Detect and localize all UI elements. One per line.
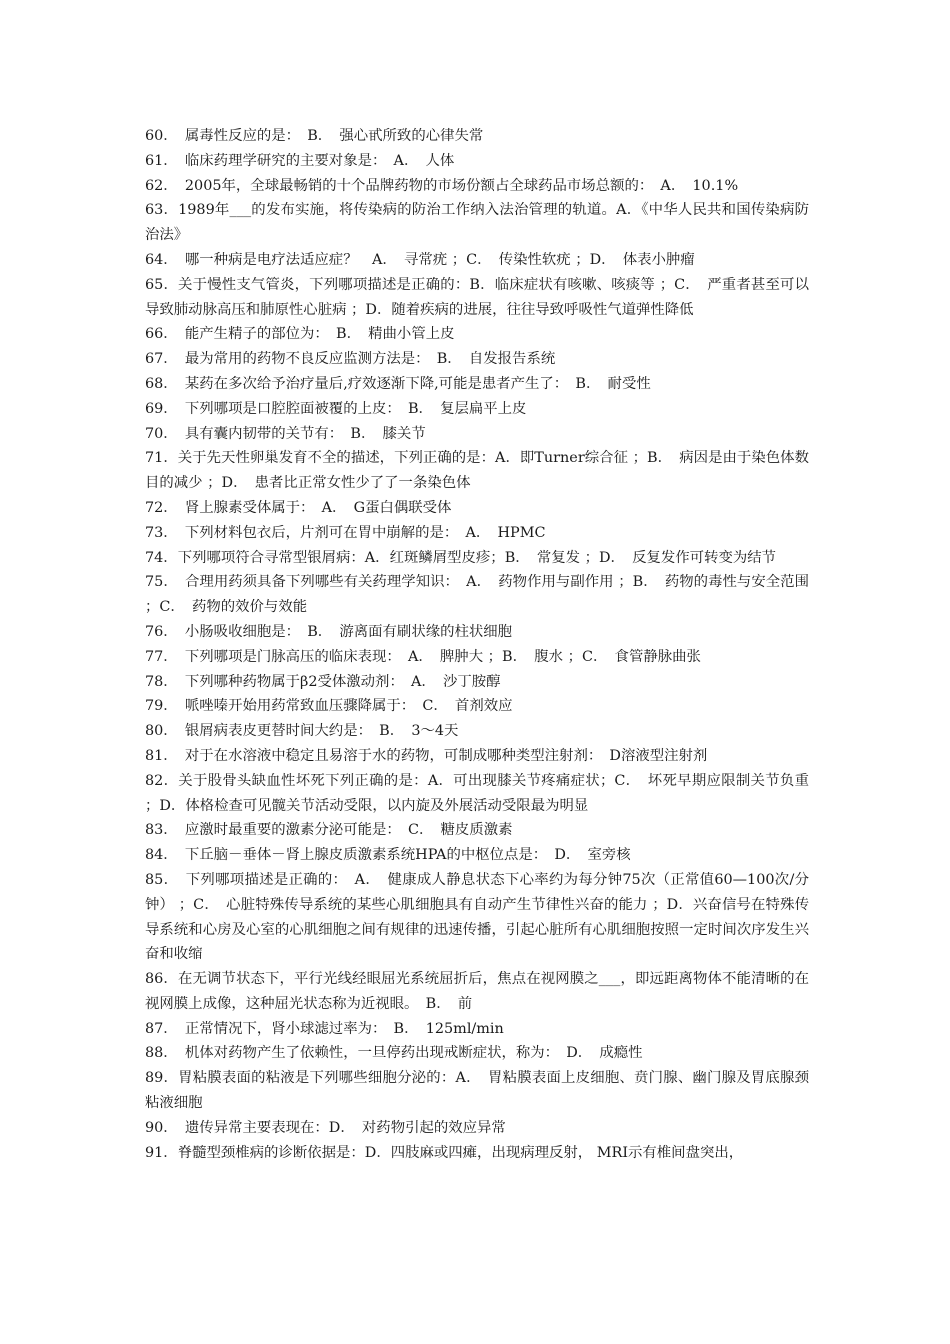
question-68: 68． 某药在多次给予治疗量后,疗效逐渐下降,可能是患者产生了： B． 耐受性 <box>145 375 651 392</box>
question-77: 77． 下列哪项是门脉高压的临床表现： A． 脾肿大 ；B． 腹水 ；C． 食管静脉曲张 <box>145 648 701 665</box>
question-89: 89．胃粘膜表面的粘液是下列哪些细胞分泌的：A． 胃粘膜表面上皮细胞、贲门腺、幽门腺及胃底腺颈粘液细胞 <box>145 1070 809 1112</box>
question-64: 64． 哪一种病是电疗法适应症？ A． 寻常疣 ；C． 传染性软疣 ；D． 体表小肿瘤 <box>145 251 695 268</box>
question-82: 82．关于股骨头缺血性坏死下列正确的是：A．可出现膝关节疼痛症状；C． 坏死早期应限制关节负重 ；D．体格检查可见髋关节活动受限，以内旋及外展活动受限最为明显 <box>145 772 809 814</box>
question-87: 87． 正常情况下，肾小球滤过率为： B． 125ml/min <box>145 1020 504 1037</box>
question-63: 63．1989年___的发布实施，将传染病的防治工作纳入法治管理的轨道。A．《中华人民共和国传染病防治法》 <box>145 202 809 244</box>
question-76: 76． 小肠吸收细胞是： B． 游离面有刷状缘的柱状细胞 <box>145 623 513 640</box>
question-72: 72． 肾上腺素受体属于： A． G蛋白偶联受体 <box>145 499 452 516</box>
question-79: 79． 哌唑嗪开始用药常致血压骤降属于： C． 首剂效应 <box>145 698 513 715</box>
question-80: 80． 银屑病表皮更替时间大约是： B． 3～4天 <box>145 723 459 740</box>
question-66: 66． 能产生精子的部位为： B． 精曲小管上皮 <box>145 326 455 343</box>
question-84: 84． 下丘脑－垂体－肾上腺皮质激素系统HPA的中枢位点是： D． 室旁核 <box>145 847 631 864</box>
question-list <box>145 124 809 1165</box>
question-78: 78． 下列哪种药物属于β2受体激动剂： A． 沙丁胺醇 <box>145 673 501 690</box>
question-67: 67． 最为常用的药物不良反应监测方法是： B． 自发报告系统 <box>145 351 556 368</box>
question-73: 73． 下列材料包衣后，片剂可在胃中崩解的是： A． HPMC <box>145 524 546 541</box>
question-74: 74．下列哪项符合寻常型银屑病：A．红斑鳞屑型皮疹；B． 常复发 ；D． 反复发作可转变为结节 <box>145 549 777 566</box>
question-65: 65．关于慢性支气管炎，下列哪项描述是正确的：B．临床症状有咳嗽、咳痰等 ；C． 严重者甚至可以导致肺动脉高压和肺原性心脏病 ；D．随着疾病的进展，往往导致呼吸性气道弹性降低 <box>145 276 809 318</box>
question-62: 62． 2005年，全球最畅销的十个品牌药物的市场份额占全球药品市场总额的： A． 10.1% <box>145 177 739 194</box>
question-60: 60． 属毒性反应的是： B． 强心甙所致的心律失常 <box>145 128 484 144</box>
question-75: 75． 合理用药须具备下列哪些有关药理学知识： A． 药物作用与副作用 ；B． 药物的毒性与安全范围 ；C． 药物的效价与效能 <box>145 574 809 616</box>
question-86: 86．在无调节状态下，平行光线经眼屈光系统屈折后，焦点在视网膜之___，即远距离物体不能清晰的在视网膜上成像，这种屈光状态称为近视眼。 B． 前 <box>145 971 809 1012</box>
question-83: 83． 应激时最重要的激素分泌可能是： C． 糖皮质激素 <box>145 822 513 839</box>
question-91: 91．脊髓型颈椎病的诊断依据是：D．四肢麻或四瘫，出现病理反射， MRI示有椎间盘突出， <box>145 1144 744 1161</box>
question-69: 69． 下列哪项是口腔腔面被覆的上皮： B． 复层扁平上皮 <box>145 400 527 417</box>
question-71: 71．关于先天性卵巢发育不全的描述，下列正确的是：A．即Turner综合征 ；B． 病因是由于染色体数目的减少 ；D． 患者比正常女性少了了一条染色体 <box>145 450 809 492</box>
question-61: 61． 临床药理学研究的主要对象是： A． 人体 <box>145 152 455 169</box>
question-88: 88． 机体对药物产生了依赖性，一旦停药出现戒断症状，称为： D． 成瘾性 <box>145 1045 643 1062</box>
question-85: 85． 下列哪项描述是正确的： A． 健康成人静息状态下心率约为每分钟75次（正常值60—100次/分钟） ；C． 心脏特殊传导系统的某些心肌细胞具有自动产生节律性兴奋的能力 ；D．兴奋信号在特殊传导系统和心房及心室的心肌细胞之间有规律的迅速传播，引起心脏所有心肌细胞按照一定时间次序发生兴奋和收缩 <box>145 871 809 963</box>
question-81: 81． 对于在水溶液中稳定且易溶于水的药物，可制成哪种类型注射剂： D溶液型注射剂 <box>145 747 708 764</box>
question-90: 90． 遗传异常主要表现在：D． 对药物引起的效应异常 <box>145 1119 506 1136</box>
question-70: 70． 具有囊内韧带的关节有： B． 膝关节 <box>145 425 426 442</box>
